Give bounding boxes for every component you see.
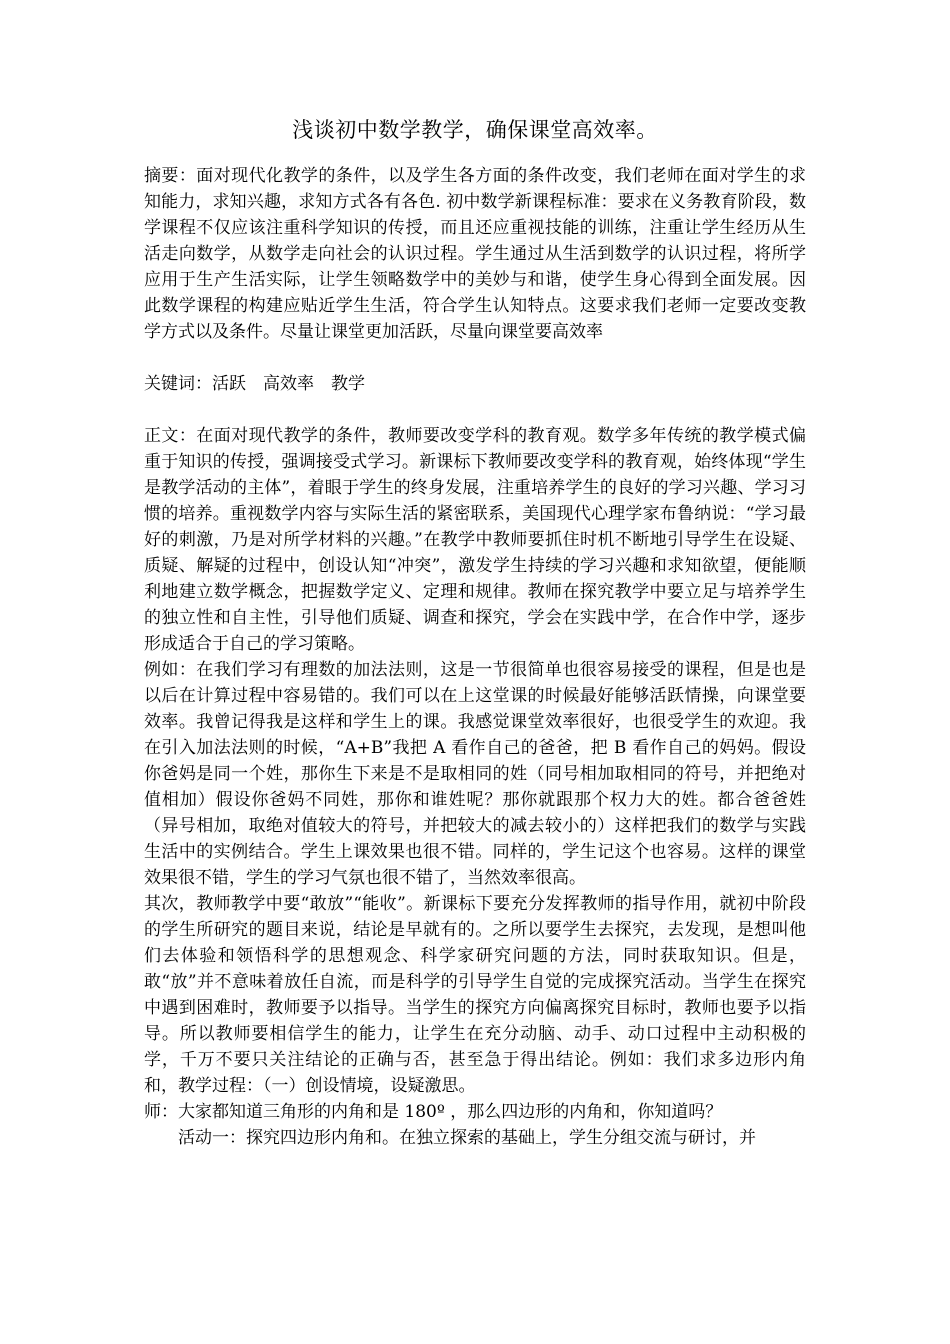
document-title: 浅谈初中数学教学，确保课堂高效率。 bbox=[292, 118, 658, 142]
teacher-dialogue-line: 师：大家都知道三角形的内角和是 180º ，那么四边形的内角和，你知道吗？ bbox=[144, 1102, 723, 1122]
paragraph-spacer bbox=[144, 345, 806, 371]
paragraph-spacer bbox=[144, 397, 806, 423]
body-intro-paragraph: 正文：在面对现代教学的条件，教师要改变学科的教育观。数学多年传统的教学模式偏重于知识的传授，强调接受式学习。新课标下教师要改变学科的教育观，始终体现“学生是教学活动的主体”，着眼于学生的终身发展，注重培养学生的良好的学习兴趣、学习习惯的培养。重视数学内容与实际生活的紧密联系，美国现代心理学家布鲁纳说：“学习最好的刺激，乃是对所学材料的兴趣。”在教学中教师要抓住时机不断地引导学生在设疑、质疑、解疑的过程中，创设认知“冲突”，激发学生持续的学习兴趣和求知欲望，便能顺利地建立数学概念，把握数学定义、定理和规律。教师在探究教学中要立足与培养学生的独立性和自主性，引导他们质疑、调查和探究，学会在实践中学，在合作中学，逐步形成适合于自己的学习策略。 bbox=[144, 426, 806, 654]
document-body bbox=[144, 163, 806, 1151]
activity-paragraph: 活动一：探究四边形内角和。在独立探索的基础上，学生分组交流与研讨，并 bbox=[178, 1128, 756, 1148]
abstract-paragraph: 摘要：面对现代化教学的条件，以及学生各方面的条件改变，我们老师在面对学生的求知能力，求知兴趣，求知方式各有各色. 初中数学新课程标准：要求在义务教育阶段，数学课程不仅应该注重科学知识的传授，而且还应重视技能的训练，注重让学生经历从生活走向数学，从数学走向社会的认识过程。学生通过从生活到数学的认识过程，将所学应用于生产生活实际，让学生领略数学中的美妙与和谐，使学生身心得到全面发展。因此数学课程的构建应贴近学生生活，符合学生认知特点。这要求我们老师一定要改变教学方式以及条件。尽量让课堂更加活跃，尽量向课堂要高效率 bbox=[144, 166, 806, 342]
second-point-paragraph: 其次，教师教学中要“敢放”“能收”。新课标下要充分发挥教师的指导作用，就初中阶段的学生所研究的题目来说，结论是早就有的。之所以要学生去探究，去发现，是想叫他们去体验和领悟科学的思想观念、科学家研究问题的方法，同时获取知识。但是，敢“放”并不意味着放任自流，而是科学的引导学生自觉的完成探究活动。当学生在探究中遇到困难时，教师要予以指导。当学生的探究方向偏离探究目标时，教师也要予以指导。所以教师要相信学生的能力，让学生在充分动脑、动手、动口过程中主动积极的学，千万不要只关注结论的正确与否，甚至急于得出结论。例如：我们求多边形内角和，教学过程：（一）创设情境，设疑激思。 bbox=[144, 894, 806, 1096]
example-paragraph: 例如：在我们学习有理数的加法法则，这是一节很简单也很容易接受的课程，但是也是以后在计算过程中容易错的。我们可以在上这堂课的时候最好能够活跃情操，向课堂要效率。我曾记得我是这样和学生上的课。我感觉课堂效率很好，也很受学生的欢迎。我在引入加法法则的时候，“A+B”我把 A 看作自己的爸爸，把 B 看作自己的妈妈。假设你爸妈是同一个姓，那你生下来是不是取相同的姓（同号相加取相同的符号，并把绝对值相加）假设你爸妈不同姓，那你和谁姓呢？那你就跟那个权力大的姓。都合爸爸姓（异号相加，取绝对值较大的符号，并把较大的减去较小的）这样把我们的数学与实践生活中的实例结合。学生上课效果也很不错。同样的，学生记这个也容易。这样的课堂效果很不错，学生的学习气氛也很不错了，当然效率很高。 bbox=[144, 660, 806, 888]
keywords-line: 关键词：活跃 高效率 教学 bbox=[144, 374, 365, 394]
